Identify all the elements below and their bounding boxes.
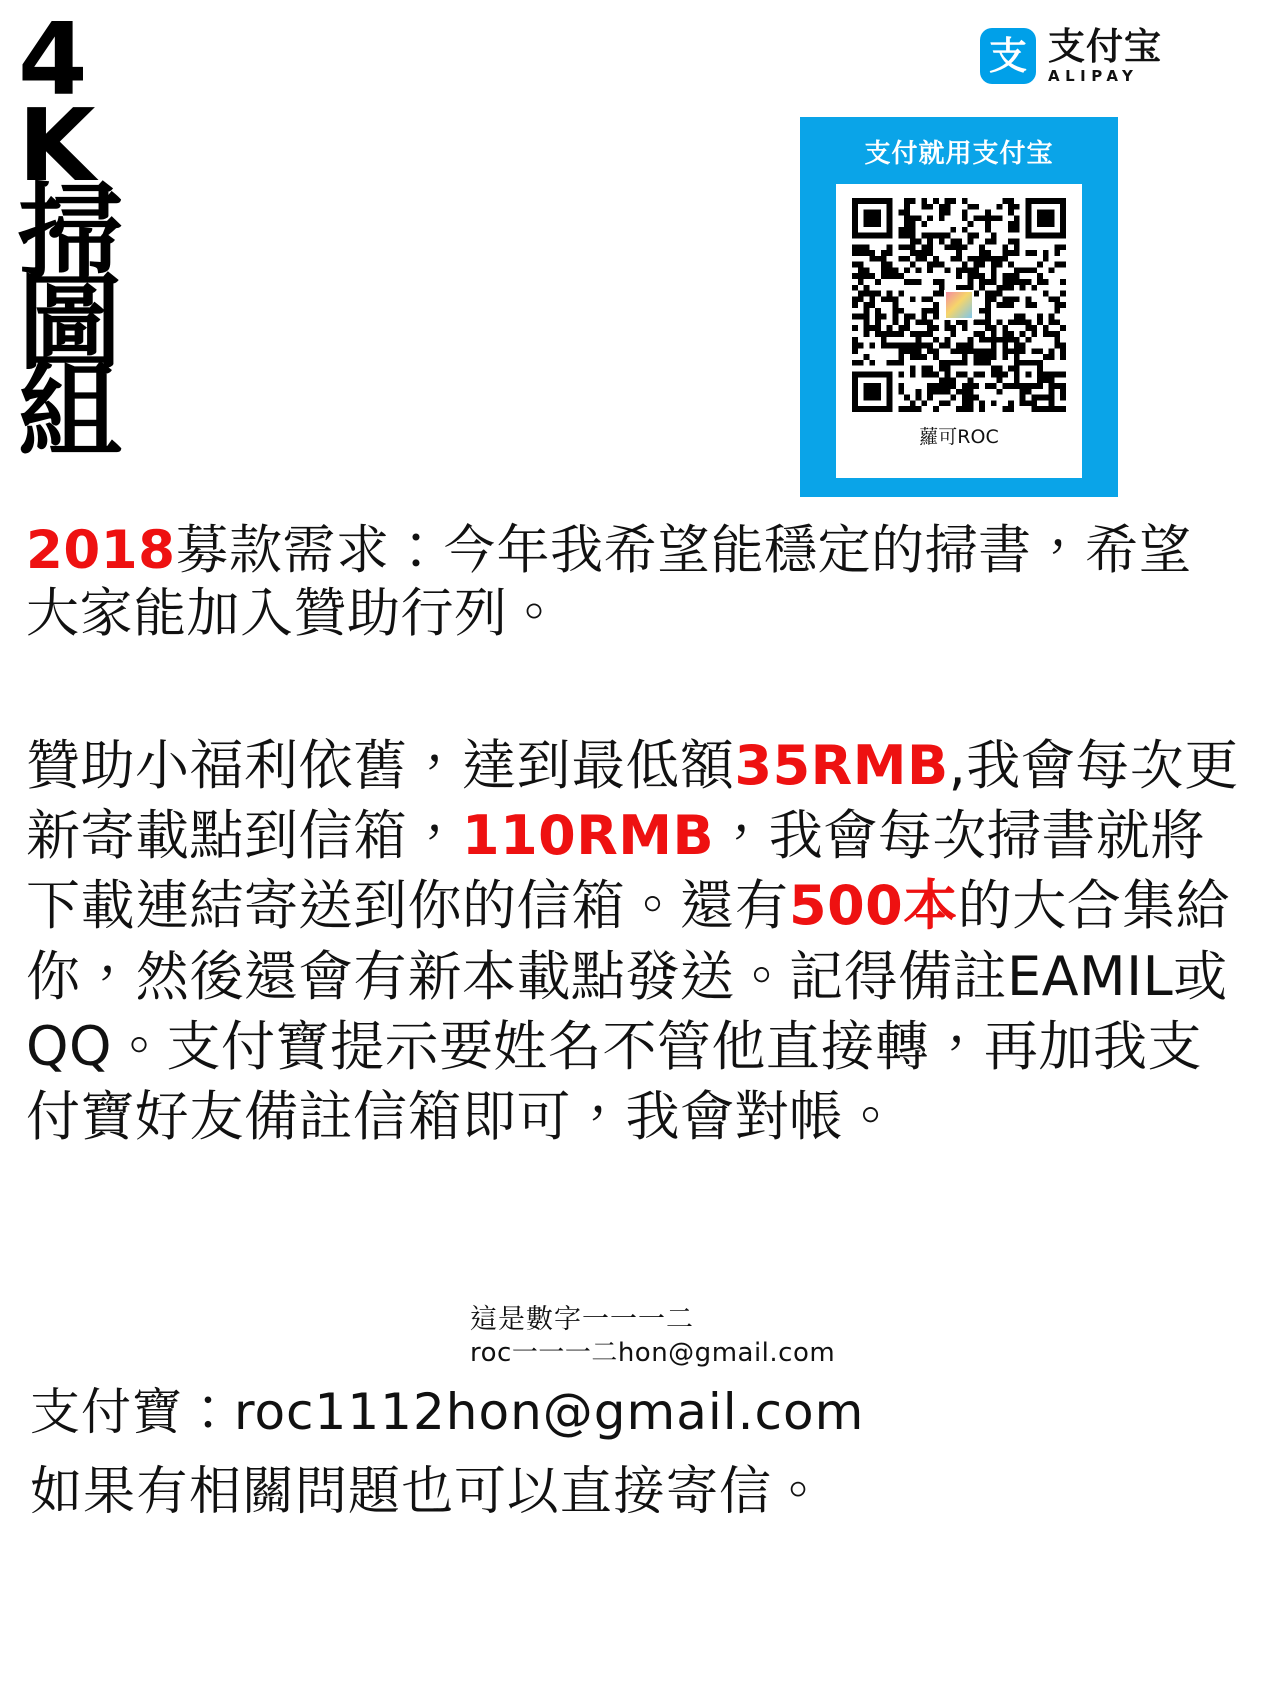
alipay-logo [980, 25, 1162, 85]
paragraph-funding [26, 520, 1241, 645]
body-text [26, 520, 1241, 1152]
rewards-text-2: ,我會每次更新寄載點到信箱， [26, 734, 1239, 868]
rewards-count-500: 500本 [789, 874, 958, 938]
qr-code-image [852, 198, 1066, 412]
alipay-contact-line: 支付寶：roc1112hon@gmail.com [30, 1383, 865, 1441]
rewards-text-3: ，我會每次掃書就將下載連結寄送到你的信箱。還有 [26, 804, 1205, 938]
contact-note-line: 如果有相關問題也可以直接寄信。 [30, 1462, 826, 1522]
vertical-title [18, 1, 158, 474]
rewards-text-1: 贊助小福利依舊，達到最低額 [26, 734, 735, 798]
alipay-qr-card [800, 117, 1118, 497]
vertical-title-char-4: 圖 [18, 261, 123, 384]
annotation-line-1: 這是數字一一一二 [470, 1304, 694, 1335]
rewards-text-4: 的大合集給你，然後還會有新本載點發送。記得備註EAMIL或QQ。支付寶提示要姓名不管他直接轉，再加我支付寶好友備註信箱即可，我會對帳。 [26, 874, 1231, 1148]
alipay-wordmark [1048, 25, 1162, 85]
qr-white-panel [836, 184, 1082, 478]
vertical-title-char-1: 4 [18, 1, 88, 118]
qr-caption: 蘿可ROC [919, 426, 999, 448]
rewards-amount-35: 35RMB [734, 734, 949, 798]
email-annotation [470, 1303, 835, 1369]
paragraph-funding-text: 募款需求：今年我希望能穩定的掃書，希望大家能加入贊助行列。 [26, 520, 1193, 644]
qr-center-logo-icon [944, 290, 974, 320]
qr-card-title: 支付就用支付宝 [864, 139, 1054, 169]
contact-footer [30, 1380, 1250, 1527]
paragraph-rewards [26, 731, 1241, 1152]
vertical-title-char-5: 組 [18, 351, 123, 474]
annotation-line-2: roc一一一二hon@gmail.com [470, 1337, 836, 1368]
rewards-amount-110: 110RMB [462, 804, 715, 868]
alipay-icon: 支 [980, 28, 1036, 84]
paragraph-funding-year: 2018 [26, 520, 176, 581]
alipay-name-cn: 支付宝 [1048, 25, 1162, 68]
alipay-name-en: ALIPAY [1048, 67, 1139, 85]
vertical-title-char-3: 掃 [18, 172, 123, 294]
vertical-title-char-2: K [18, 87, 96, 204]
